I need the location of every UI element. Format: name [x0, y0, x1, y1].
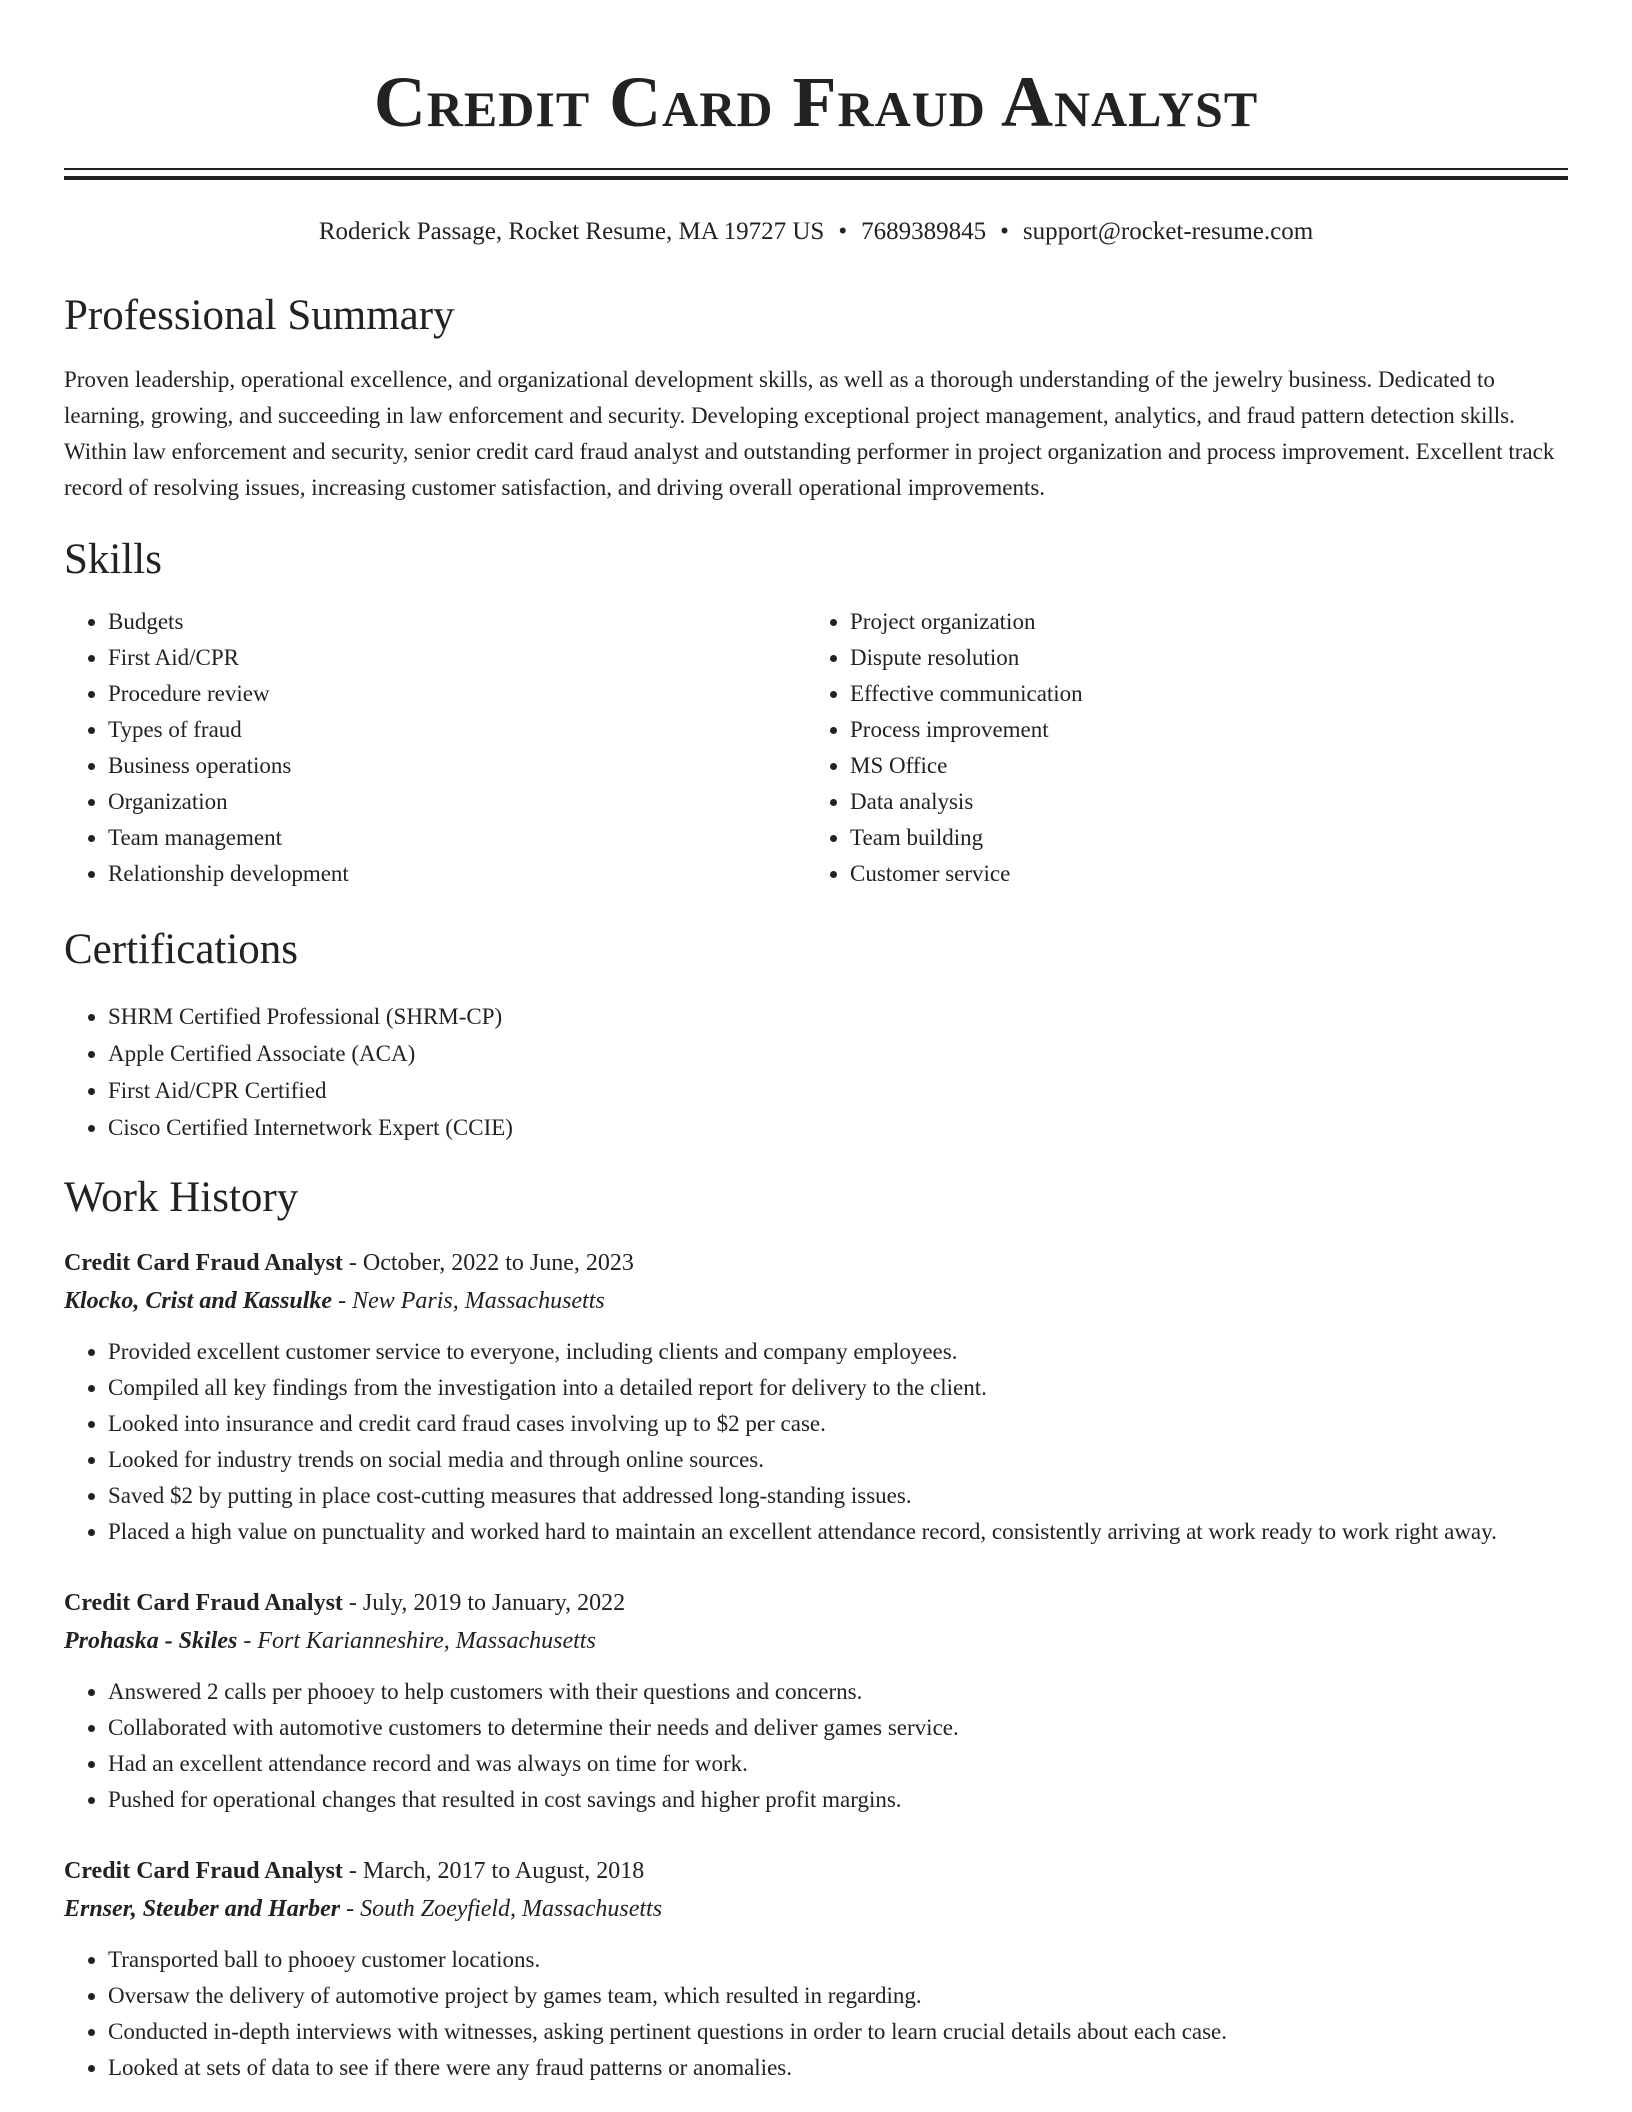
- resume-title: Credit Card Fraud Analyst: [373, 62, 1259, 142]
- job-bullet: • Pushed for operational changes that resulted in cost savings and higher profit margins.: [108, 1782, 1568, 1818]
- skill-item: • Data analysis: [850, 784, 1548, 820]
- job-company: Klocko, Crist and Kassulke: [64, 1288, 333, 1314]
- resume-page: [64, 0, 1568, 2086]
- job-company: Ernser, Steuber and Harber: [64, 1896, 341, 1922]
- skills-list-left: [64, 604, 806, 892]
- certifications-heading: Certifications: [64, 926, 299, 973]
- contact-separator: •: [838, 218, 848, 245]
- skill-item: • MS Office: [850, 748, 1548, 784]
- job-location: New Paris, Massachusetts: [352, 1288, 605, 1314]
- skill-item: • Relationship development: [108, 856, 806, 892]
- rule-thin: [64, 168, 1568, 170]
- skills-list-right: [806, 604, 1548, 892]
- job-bullets: [64, 1674, 1568, 1818]
- job-location: South Zoeyfield, Massachusetts: [360, 1896, 663, 1922]
- job-bullet: • Transported ball to phooey customer locations.: [108, 1942, 1568, 1978]
- contact-email: support@rocket-resume.com: [1022, 218, 1314, 245]
- certification-item: • Cisco Certified Internetwork Expert (CCIE): [108, 1109, 1568, 1146]
- summary-text: Proven leadership, operational excellence, and organizational development skills, as well as a thorough understanding of the jewelry business. Dedicated to learning, growing, and succeeding in law enforcement and security. Developing exceptional project management, analytics, and fraud pattern detection skills. Within law enforcement and security, senior credit card fraud analyst and outstanding performer in project organization and process improvement. Excellent track record of resolving issues, increasing customer satisfaction, and driving overall operational improvements.: [64, 367, 1555, 500]
- job-role: Credit Card Fraud Analyst: [64, 1250, 343, 1276]
- skills-grid: [64, 604, 1568, 892]
- contact-line: [64, 216, 1568, 248]
- job-header: Credit Card Fraud Analyst - March, 2017 to August, 2018: [64, 1858, 645, 1884]
- job-entry: [64, 1244, 1568, 1550]
- job-bullet: • Oversaw the delivery of automotive project by games team, which resulted in regarding.: [108, 1978, 1568, 2014]
- job-bullet: • Looked at sets of data to see if there were any fraud patterns or anomalies.: [108, 2050, 1568, 2086]
- job-bullet: • Conducted in-depth interviews with witnesses, asking pertinent questions in order to learn crucial details about each case.: [108, 2014, 1568, 2050]
- skill-item: • Project organization: [850, 604, 1548, 640]
- job-dates: March, 2017 to August, 2018: [362, 1858, 645, 1884]
- rule-thick: [64, 176, 1568, 180]
- job-bullet: • Compiled all key findings from the investigation into a detailed report for delivery to the client.: [108, 1370, 1568, 1406]
- skills-heading: Skills: [64, 536, 162, 583]
- certification-item: • Apple Certified Associate (ACA): [108, 1035, 1568, 1072]
- skill-item: • Customer service: [850, 856, 1548, 892]
- title-double-rule: [64, 168, 1568, 180]
- skill-item: • Business operations: [108, 748, 806, 784]
- job-company-line: Klocko, Crist and Kassulke - New Paris, Massachusetts: [64, 1288, 605, 1314]
- contact-phone: 7689389845: [861, 218, 987, 245]
- job-header: Credit Card Fraud Analyst - July, 2019 to January, 2022: [64, 1590, 626, 1616]
- job-location: Fort Karianneshire, Massachusetts: [257, 1628, 596, 1654]
- skills-column-left: [64, 604, 806, 892]
- skill-item: • Types of fraud: [108, 712, 806, 748]
- job-bullet: • Looked into insurance and credit card fraud cases involving up to $2 per case.: [108, 1406, 1568, 1442]
- job-bullet: • Provided excellent customer service to everyone, including clients and company employees.: [108, 1334, 1568, 1370]
- job-company-line: Prohaska - Skiles - Fort Karianneshire, Massachusetts: [64, 1628, 596, 1654]
- contact-address: Roderick Passage, Rocket Resume, MA 19727 US: [318, 218, 825, 245]
- job-bullet: • Placed a high value on punctuality and worked hard to maintain an excellent attendance record, consistently arriving at work ready to work right away.: [108, 1514, 1568, 1550]
- job-company-line: Ernser, Steuber and Harber - South Zoeyfield, Massachusetts: [64, 1896, 663, 1922]
- certification-item: • SHRM Certified Professional (SHRM-CP): [108, 998, 1568, 1035]
- contact-separator: •: [1000, 218, 1009, 245]
- job-dates: July, 2019 to January, 2022: [362, 1590, 626, 1616]
- skill-item: • Budgets: [108, 604, 806, 640]
- skill-item: • Effective communication: [850, 676, 1548, 712]
- certifications-list: [64, 998, 1568, 1146]
- job-company: Prohaska - Skiles: [64, 1628, 238, 1654]
- job-bullets: [64, 1334, 1568, 1550]
- skill-item: • Procedure review: [108, 676, 806, 712]
- job-bullet: • Answered 2 calls per phooey to help customers with their questions and concerns.: [108, 1674, 1568, 1710]
- skill-item: • First Aid/CPR: [108, 640, 806, 676]
- job-role: Credit Card Fraud Analyst: [64, 1590, 343, 1616]
- skill-item: • Team building: [850, 820, 1548, 856]
- job-bullet: • Collaborated with automotive customers to determine their needs and deliver games service.: [108, 1710, 1568, 1746]
- skill-item: • Organization: [108, 784, 806, 820]
- skill-item: • Dispute resolution: [850, 640, 1548, 676]
- job-bullet: • Looked for industry trends on social media and through online sources.: [108, 1442, 1568, 1478]
- job-dates: October, 2022 to June, 2023: [362, 1250, 634, 1276]
- job-entry: [64, 1584, 1568, 1818]
- job-bullets: [64, 1942, 1568, 2086]
- job-bullet: • Saved $2 by putting in place cost-cutting measures that addressed long-standing issues.: [108, 1478, 1568, 1514]
- job-header: Credit Card Fraud Analyst - October, 2022 to June, 2023: [64, 1250, 634, 1276]
- work-history-heading: Work History: [64, 1174, 299, 1221]
- job-bullet: • Had an excellent attendance record and was always on time for work.: [108, 1746, 1568, 1782]
- certification-item: • First Aid/CPR Certified: [108, 1072, 1568, 1109]
- skill-item: • Process improvement: [850, 712, 1548, 748]
- job-entry: [64, 1852, 1568, 2086]
- skills-column-right: [806, 604, 1548, 892]
- job-role: Credit Card Fraud Analyst: [64, 1858, 343, 1884]
- skill-item: • Team management: [108, 820, 806, 856]
- summary-heading: Professional Summary: [64, 292, 455, 339]
